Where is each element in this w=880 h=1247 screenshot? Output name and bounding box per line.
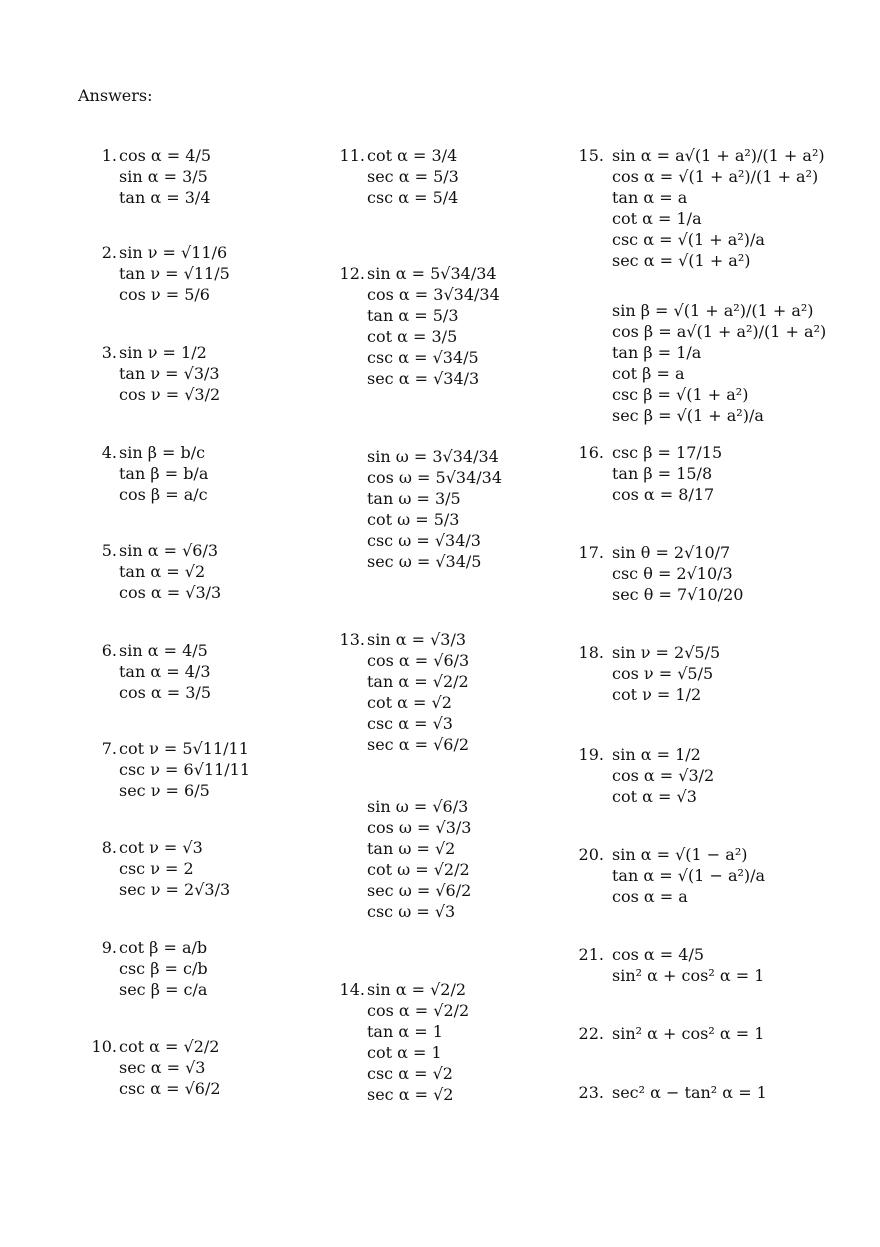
answer-line: cot ω = √2/2: [367, 860, 470, 879]
problem-number: 18.: [578, 643, 604, 662]
answer-line: cos α = √(1 + a²)/(1 + a²): [612, 167, 819, 186]
answer-line: cot α = 1/a: [612, 209, 702, 228]
answer-line: sin ω = 3√34/34: [367, 447, 499, 466]
answer-line: csc α = √2: [367, 1064, 453, 1083]
problem-number: 2.: [101, 243, 117, 262]
answer-line: cos α = 4/5: [612, 945, 705, 964]
problem-number: 7.: [101, 739, 117, 758]
answer-line: csc β = c/b: [119, 959, 208, 978]
problem-number: 1.: [101, 146, 117, 165]
answer-line: cos ν = 5/6: [119, 285, 210, 304]
answer-line: csc ω = √34/3: [367, 531, 481, 550]
answer-line: sin² α + cos² α = 1: [612, 966, 765, 985]
answer-line: sec ν = 6/5: [119, 781, 210, 800]
problem-number: 16.: [578, 443, 604, 462]
answer-line: sin ν = 2√5/5: [612, 643, 721, 662]
answer-line: sin α = a√(1 + a²)/(1 + a²): [612, 146, 825, 165]
problem-number: 11.: [339, 146, 365, 165]
problem-number: 13.: [339, 630, 365, 649]
problem-number: 15.: [578, 146, 604, 165]
answer-line: csc ν = 6√11/11: [119, 760, 251, 779]
answer-line: cot ν = √3: [119, 838, 203, 857]
answer-line: cot α = 3/4: [367, 146, 458, 165]
answer-line: sin α = 4/5: [119, 641, 208, 660]
answer-line: cos α = √3/2: [612, 766, 715, 785]
answer-line: cot α = √2/2: [119, 1037, 220, 1056]
problem-number: 6.: [101, 641, 117, 660]
answer-line: tan α = √2: [119, 562, 206, 581]
answer-line: sin ν = √11/6: [119, 243, 228, 262]
problem-number: 9.: [101, 938, 117, 957]
answer-line: cos ω = √3/3: [367, 818, 472, 837]
answer-line: tan α = 1: [367, 1022, 443, 1041]
answer-line: sec α = √2: [367, 1085, 454, 1104]
answer-line: csc α = 5/4: [367, 188, 459, 207]
answer-line: sec β = √(1 + a²)/a: [612, 406, 764, 425]
problem-number: 12.: [339, 264, 365, 283]
answer-line: cot α = √3: [612, 787, 697, 806]
answer-line: sin² α + cos² α = 1: [612, 1024, 765, 1043]
answer-line: cot α = 3/5: [367, 327, 458, 346]
answer-line: tan α = 3/4: [119, 188, 211, 207]
answer-line: csc ν = 2: [119, 859, 194, 878]
answer-line: csc α = √(1 + a²)/a: [612, 230, 765, 249]
answer-line: csc β = 17/15: [612, 443, 723, 462]
answer-line: sin θ = 2√10/7: [612, 543, 731, 562]
answer-line: tan ν = √11/5: [119, 264, 230, 283]
answer-line: cos α = √3/3: [119, 583, 222, 602]
answer-line: sin β = √(1 + a²)/(1 + a²): [612, 301, 814, 320]
answer-line: cot α = √2: [367, 693, 452, 712]
answer-line: sec ν = 2√3/3: [119, 880, 231, 899]
problem-number: 20.: [578, 845, 604, 864]
answer-line: sec² α − tan² α = 1: [612, 1083, 767, 1102]
answer-line: sec α = √3: [119, 1058, 206, 1077]
answer-line: sin α = 5√34/34: [367, 264, 497, 283]
problem-number: 23.: [578, 1083, 604, 1102]
problem-number: 5.: [101, 541, 117, 560]
problem-number: 10.: [91, 1037, 117, 1056]
answer-line: cot α = 1: [367, 1043, 442, 1062]
answer-line: cos ω = 5√34/34: [367, 468, 502, 487]
answer-line: cos β = a√(1 + a²)/(1 + a²): [612, 322, 827, 341]
answer-line: tan ω = √2: [367, 839, 456, 858]
answer-line: csc α = √3: [367, 714, 453, 733]
answer-line: tan α = 5/3: [367, 306, 459, 325]
problem-number: 22.: [578, 1024, 604, 1043]
answer-line: sec β = c/a: [119, 980, 208, 999]
answer-line: tan ν = √3/3: [119, 364, 220, 383]
answer-line: sin α = √2/2: [367, 980, 467, 999]
answer-line: sec ω = √34/5: [367, 552, 482, 571]
answer-line: csc β = √(1 + a²): [612, 385, 749, 404]
answer-line: sec α = √34/3: [367, 369, 480, 388]
answer-line: cos α = √6/3: [367, 651, 470, 670]
answer-line: sin ω = √6/3: [367, 797, 469, 816]
answer-line: sec α = √(1 + a²): [612, 251, 751, 270]
answer-line: tan β = 1/a: [612, 343, 702, 362]
answer-line: tan α = a: [612, 188, 688, 207]
problem-number: 19.: [578, 745, 604, 764]
answer-line: csc ω = √3: [367, 902, 456, 921]
answer-line: sec α = 5/3: [367, 167, 459, 186]
answer-line: cot ν = 1/2: [612, 685, 702, 704]
answer-line: tan β = 15/8: [612, 464, 713, 483]
answer-line: sec ω = √6/2: [367, 881, 472, 900]
problem-number: 8.: [101, 838, 117, 857]
answer-line: cot ν = 5√11/11: [119, 739, 249, 758]
answer-line: cos α = 3/5: [119, 683, 212, 702]
answer-line: csc θ = 2√10/3: [612, 564, 733, 583]
answer-line: cos α = 4/5: [119, 146, 212, 165]
answer-line: tan ω = 3/5: [367, 489, 461, 508]
answer-line: csc α = √6/2: [119, 1079, 221, 1098]
answer-line: cos α = 8/17: [612, 485, 715, 504]
answer-line: sin α = √6/3: [119, 541, 219, 560]
answer-line: sin β = b/c: [119, 443, 206, 462]
answer-line: cot ω = 5/3: [367, 510, 460, 529]
answer-line: tan α = 4/3: [119, 662, 211, 681]
problem-number: 17.: [578, 543, 604, 562]
answer-line: sin α = 1/2: [612, 745, 701, 764]
problem-number: 14.: [339, 980, 365, 999]
answer-line: cos β = a/c: [119, 485, 208, 504]
problem-number: 21.: [578, 945, 604, 964]
answer-line: cos ν = √3/2: [119, 385, 221, 404]
answer-line: sin α = √(1 − a²): [612, 845, 748, 864]
answer-line: cot β = a: [612, 364, 685, 383]
problem-number: 3.: [101, 343, 117, 362]
answer-line: cos α = a: [612, 887, 688, 906]
answer-line: cot β = a/b: [119, 938, 208, 957]
answer-line: sin ν = 1/2: [119, 343, 207, 362]
answer-line: cos α = 3√34/34: [367, 285, 500, 304]
problem-number: 4.: [101, 443, 117, 462]
answer-line: sin α = 3/5: [119, 167, 208, 186]
page-heading: Answers:: [78, 86, 153, 105]
answer-line: tan α = √(1 − a²)/a: [612, 866, 766, 885]
answer-line: sec θ = 7√10/20: [612, 585, 744, 604]
answer-line: cos α = √2/2: [367, 1001, 470, 1020]
answer-line: tan α = √2/2: [367, 672, 469, 691]
answer-line: sin α = √3/3: [367, 630, 467, 649]
answer-line: csc α = √34/5: [367, 348, 479, 367]
answer-line: tan β = b/a: [119, 464, 209, 483]
answer-line: sec α = √6/2: [367, 735, 470, 754]
answer-line: cos ν = √5/5: [612, 664, 714, 683]
